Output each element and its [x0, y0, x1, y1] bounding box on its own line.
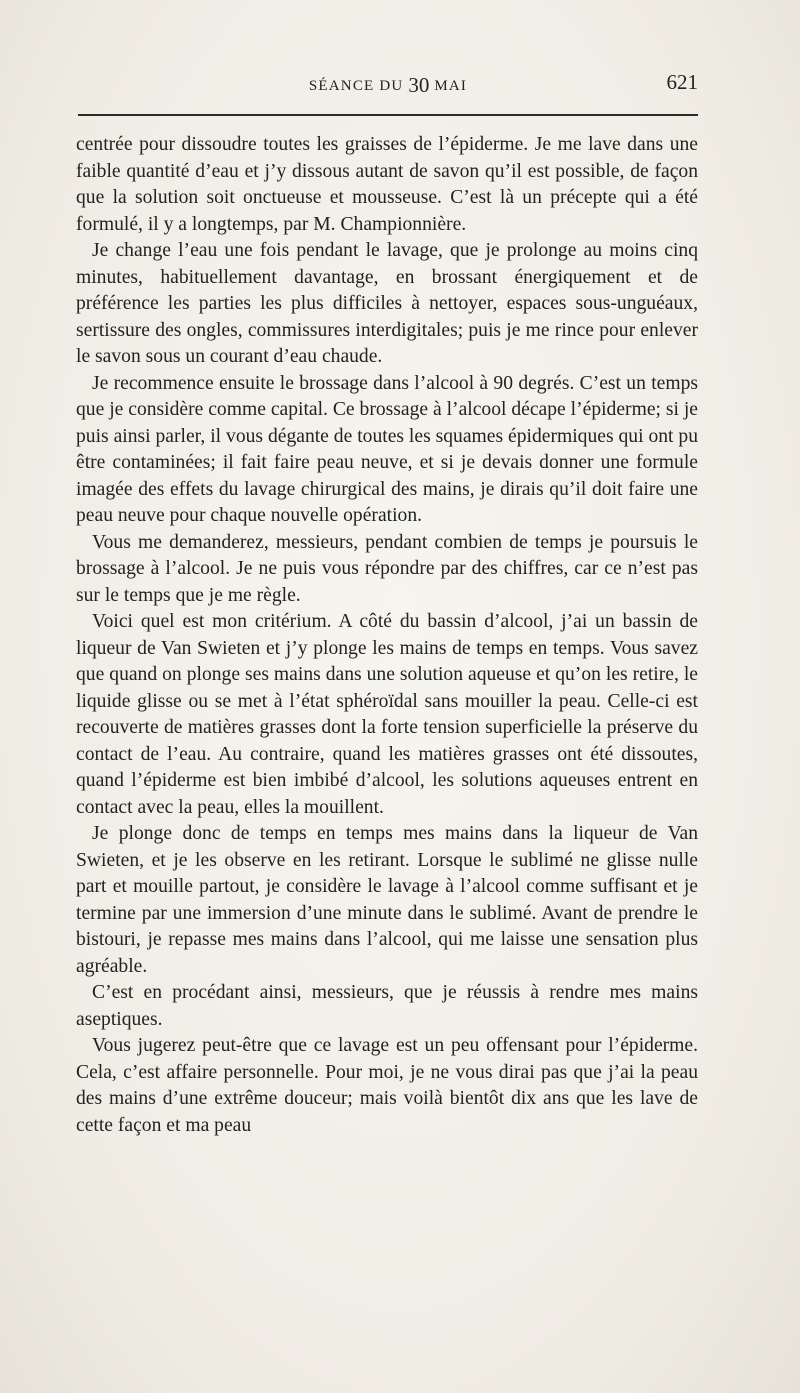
paragraph-4: Vous me demanderez, messieurs, pendant combien de temps je poursuis le brossage à l’alcool. Je ne puis vous répondre par des chiffres, car ce n’est pas sur le temps que je me règle.	[76, 531, 698, 606]
paragraph-5: Voici quel est mon critérium. A côté du bassin d’alcool, j’ai un bassin de liqueur de Van Swieten et j’y plonge les mains de temps en temps. Vous savez que quand on plonge ses mains dans une solution aqueuse et qu’on les retire, le liquide glisse ou se met à l’état sphéroïdal sans mouiller la peau. Celle-ci est recouverte de matières grasses dont la forte tension superficielle la préserve du contact de l’eau. Au contraire, quand les matières grasses ont été dissoutes, quand l’épiderme est bien imbibé d’alcool, les solutions aqueuses entrent en contact avec la peau, elles la mouillent.	[76, 611, 698, 818]
page-number: 621	[666, 70, 698, 94]
paragraph-6: Je plonge donc de temps en temps mes mains dans la liqueur de Van Swieten, et je les observe en les retirant. Lorsque le sublimé ne glisse nulle part et mouille partout, je considère le lavage à l’alcool comme suffisant et je termine par une immersion d’une minute dans le sublimé. Avant de prendre le bistouri, je repasse mes mains dans l’alcool, qui me laisse une sensation plus agréable.	[76, 823, 698, 977]
running-title-prefix: SÉANCE DU	[308, 78, 409, 94]
running-title-date: 30	[408, 73, 430, 97]
running-title-suffix: MAI	[429, 78, 468, 94]
header-rule	[78, 114, 698, 116]
running-title	[78, 71, 698, 96]
paragraph-7: C’est en procédant ainsi, messieurs, que je réussis à rendre mes mains aseptiques.	[76, 982, 698, 1030]
paragraph-2: Je change l’eau une fois pendant le lavage, que je prolonge au moins cinq minutes, habituellement davantage, en brossant énergiquement et de préférence les parties les plus difficiles à nettoyer, espaces sous-unguéaux, sertissure des ongles, commissures interdigitales; puis je me rince pour enlever le savon sous un courant d’eau chaude.	[76, 240, 698, 367]
paragraph-8: Vous jugerez peut-être que ce lavage est un peu offensant pour l’épiderme. Cela, c’est affaire personnelle. Pour moi, je ne vous dirai pas que j’ai la peau des mains d’une extrême douceur; mais voilà bientôt dix ans que les lave de cette façon et ma peau	[76, 1035, 698, 1136]
page-header	[78, 66, 698, 96]
body-text	[76, 132, 698, 1139]
paragraph-3: Je recommence ensuite le brossage dans l’alcool à 90 degrés. C’est un temps que je considère comme capital. Ce brossage à l’alcool décape l’épiderme; si je puis ainsi parler, il vous dégante de toutes les squames épidermiques qui ont pu être contaminées; il fait faire peau neuve, et si je devais donner une formule imagée des effets du lavage chirurgical des mains, je dirais qu’il doit faire une peau neuve pour chaque nouvelle opération.	[76, 372, 698, 526]
paragraph-1: centrée pour dissoudre toutes les graisses de l’épiderme. Je me lave dans une faible quantité d’eau et j’y dissous autant de savon qu’il est possible, de façon que la solution soit onctueuse et mousseuse. C’est là un précepte qui a été formulé, il y a longtemps, par M. Championnière.	[76, 134, 698, 235]
